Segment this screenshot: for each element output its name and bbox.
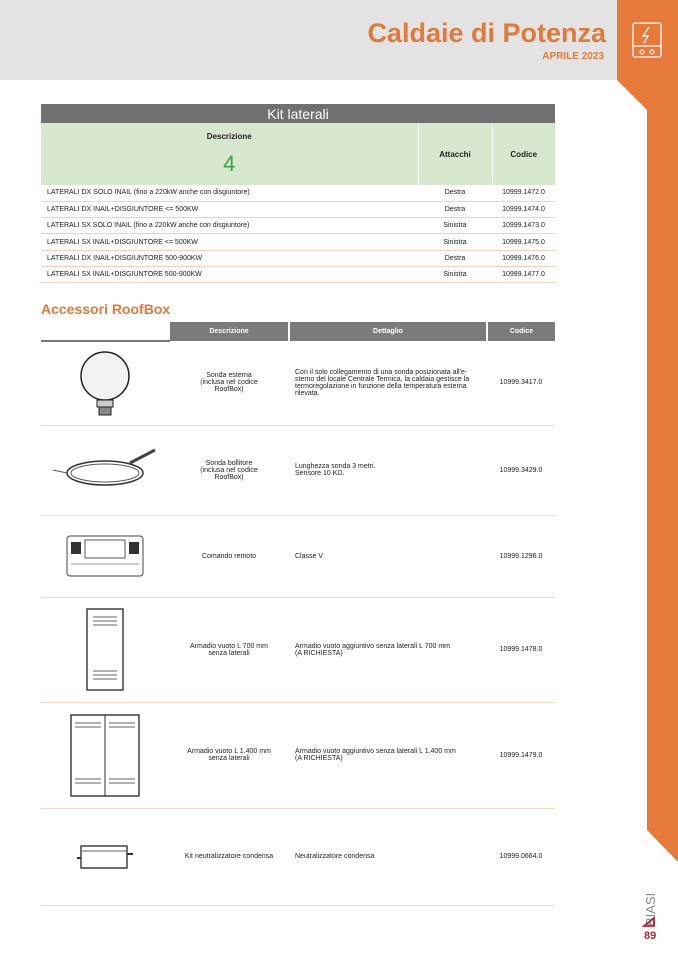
row-code: 10999.1473.0	[492, 218, 555, 234]
cabinet-700-image	[41, 607, 169, 692]
page-subtitle: APRILE 2023	[542, 51, 604, 62]
kit-laterali-table	[41, 104, 555, 283]
row-detail: Con il solo collegamento di una sonda posizionata all'e- sterno del locale Centrale Termica, la caldaia gestisce la termoregolazione in funzione della temperatura esterna rilevata.	[289, 341, 487, 425]
row-code: 10999.0664.0	[487, 808, 555, 905]
section-title: Accessori RoofBox	[41, 301, 171, 317]
row-code: 10999.1478.0	[487, 597, 555, 702]
row-attacchi: Destra	[418, 250, 492, 266]
row-attacchi: Sinistra	[418, 218, 492, 234]
row-detail: Lunghezza sonda 3 metri. Sensore 10 KΩ.	[289, 425, 487, 515]
row-detail: Armadio vuoto aggiuntivo senza laterali L 700 mm (A RICHIESTA)	[289, 597, 487, 702]
boiler-probe-image	[41, 445, 169, 495]
header-codice: Codice	[487, 322, 555, 341]
row-description: Sonda esterna (inclusa nel codice RoofBox)	[169, 341, 289, 425]
row-description: LATERALI SX INAIL+DISGIUNTORE <= 500KW	[41, 234, 418, 250]
row-description: Armadio vuoto L 1.400 mm senza laterali	[169, 702, 289, 808]
row-detail: Neutralizzatore condensa	[289, 808, 487, 905]
row-detail: Armadio vuoto aggiuntivo senza laterali L 1.400 mm (A RICHIESTA)	[289, 702, 487, 808]
table-row	[41, 808, 555, 905]
table-row	[41, 266, 555, 282]
row-code: 10999.1479.0	[487, 702, 555, 808]
table-row	[41, 702, 555, 808]
header-descrizione: Descrizione	[169, 322, 289, 341]
row-code: 10999.1296.0	[487, 515, 555, 597]
table-row	[41, 425, 555, 515]
row-code: 10999.1475.0	[492, 234, 555, 250]
row-description: Armadio vuoto L 700 mm senza laterali	[169, 597, 289, 702]
cabinet-1400-image	[41, 713, 169, 798]
table-row	[41, 201, 555, 217]
row-code: 10999.3429.0	[487, 425, 555, 515]
page-number: 89	[644, 930, 657, 942]
row-description: Kit neutralizzatore condensa	[169, 808, 289, 905]
svg-text:BIASI: BIASI	[643, 892, 658, 926]
condensate-neutralizer-image	[41, 842, 169, 872]
biasi-logo	[636, 872, 664, 930]
row-detail: Classe V	[289, 515, 487, 597]
row-code: 10999.1472.0	[492, 185, 555, 201]
table-row	[41, 234, 555, 250]
row-attacchi: Destra	[418, 201, 492, 217]
header-number: 4	[223, 150, 236, 176]
row-description: Comando remoto	[169, 515, 289, 597]
row-attacchi: Sinistra	[418, 234, 492, 250]
remote-control-image	[41, 534, 169, 579]
row-description: LATERALI DX INAIL+DISGIUNTORE <= 500KW	[41, 201, 418, 217]
table-row	[41, 341, 555, 425]
row-description: LATERALI DX SOLO INAIL (fino a 220kW anche con disgiuntore)	[41, 185, 418, 201]
header-attacchi: Attacchi	[418, 123, 492, 185]
row-code: 10999.1476.0	[492, 250, 555, 266]
row-attacchi: Sinistra	[418, 266, 492, 282]
external-probe-image	[41, 346, 169, 421]
header-codice: Codice	[492, 123, 555, 185]
page-title: Caldaie di Potenza	[367, 18, 606, 48]
table-row	[41, 250, 555, 266]
row-code: 10999.3417.0	[487, 341, 555, 425]
row-description: Sonda bollitore (inclusa nel codice RoofBox)	[169, 425, 289, 515]
header-dettaglio: Dettaglio	[289, 322, 487, 341]
table-row	[41, 515, 555, 597]
table-caption: Kit laterali	[41, 104, 555, 123]
row-attacchi: Destra	[418, 185, 492, 201]
table-row	[41, 218, 555, 234]
table-row	[41, 185, 555, 201]
row-description: LATERALI SX SOLO INAIL (fino a 220kW anche con disgiuntore)	[41, 218, 418, 234]
row-code: 10999.1474.0	[492, 201, 555, 217]
header-descrizione: Descrizione	[206, 131, 252, 141]
table-row	[41, 597, 555, 702]
row-code: 10999.1477.0	[492, 266, 555, 282]
accessori-table	[41, 322, 555, 906]
row-description: LATERALI DX INAIL+DISGIUNTORE 500-900KW	[41, 250, 418, 266]
row-description: LATERALI SX INAIL+DISGIUNTORE 500-900KW	[41, 266, 418, 282]
boiler-icon	[632, 22, 662, 58]
